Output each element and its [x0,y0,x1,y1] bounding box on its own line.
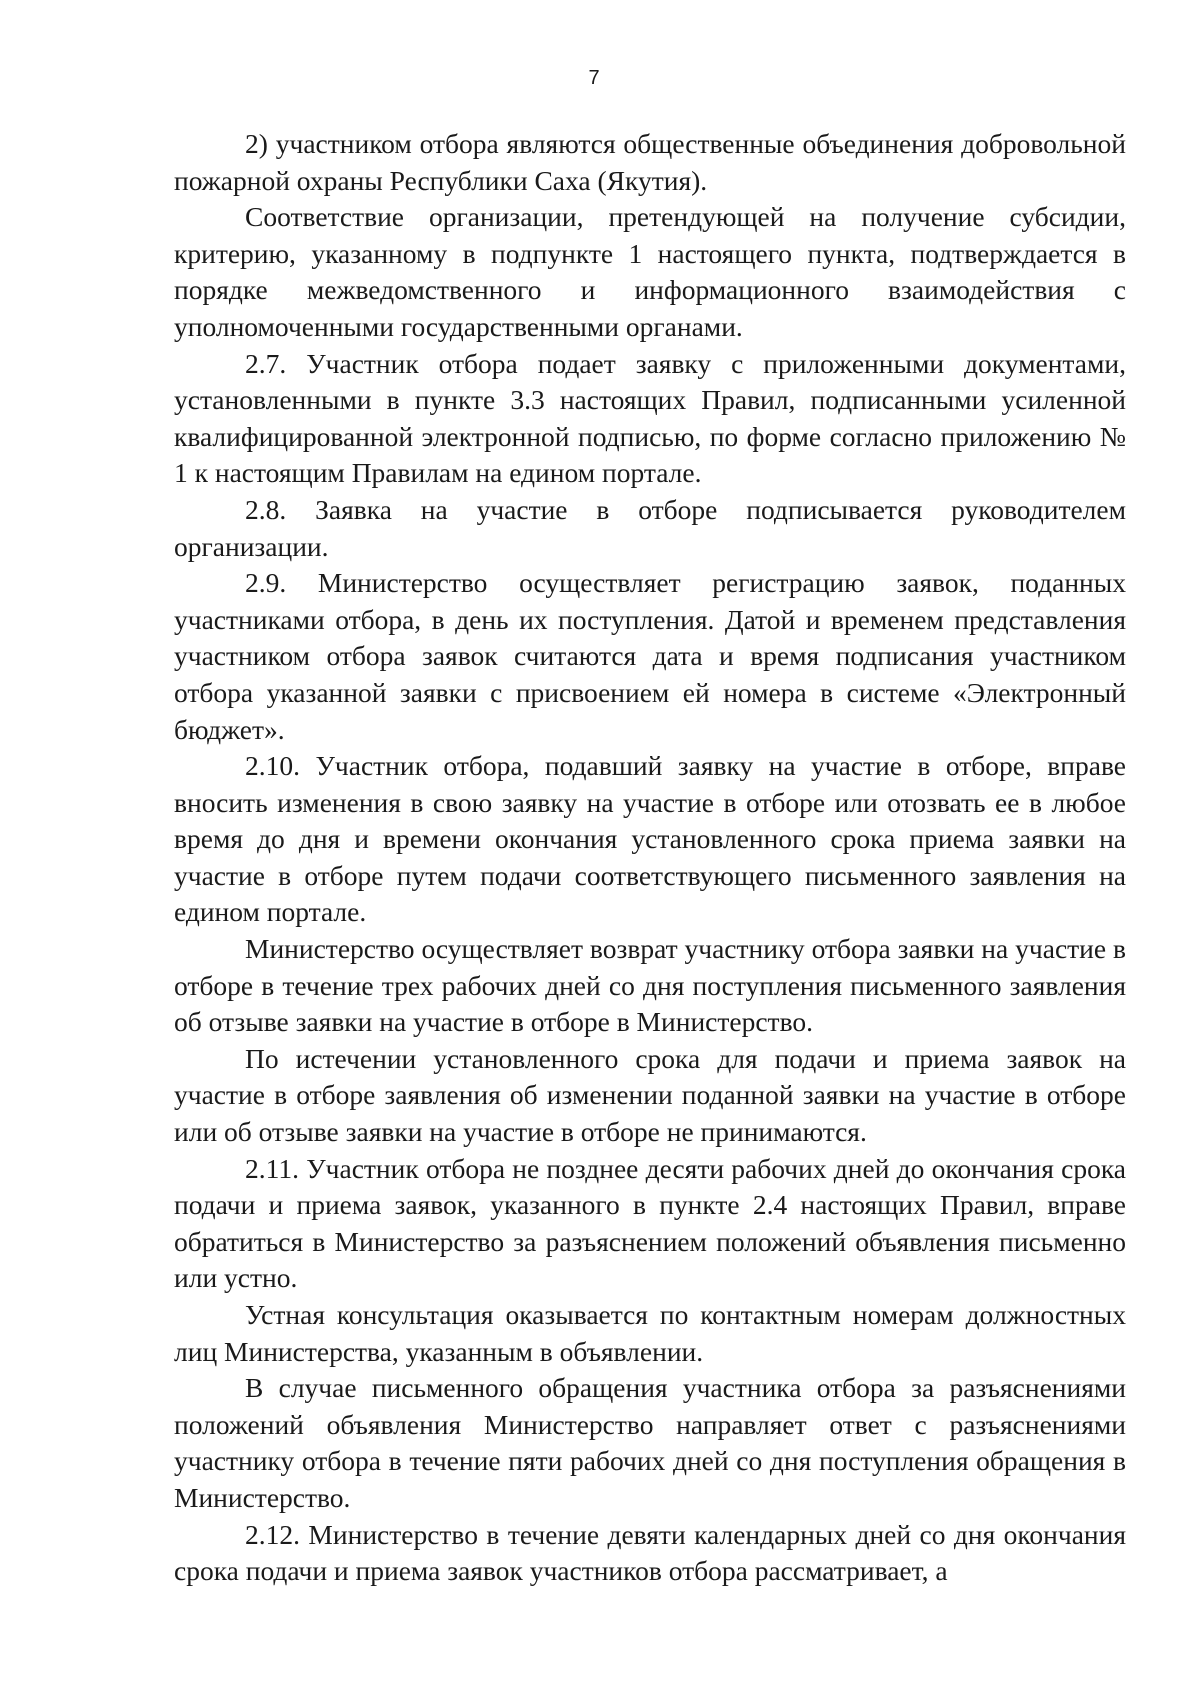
paragraph: 2.12. Министерство в течение девяти календарных дней со дня окончания срока подачи и приема заявок участников отбора рассматривает, а [174,1518,1126,1587]
paragraph: 2.9. Министерство осуществляет регистрацию заявок, поданных участниками отбора, в день их поступления. Датой и временем представления участником отбора заявок считаются дата и время подписания участником отбора указанной заявки с присвоением ей номера в системе «Электронный бюджет». [174,567,1126,745]
page-number: 7 [588,67,600,89]
paragraph: 2.7. Участник отбора подает заявку с приложенными документами, установленными в пункте 3.3 настоящих Правил, подписанными усиленной квалифицированной электронной подписью, по форме согласно приложению № 1 к настоящим Правилам на едином портале. [174,347,1126,489]
paragraph: По истечении установленного срока для подачи и приема заявок на участие в отборе заявления об изменении поданной заявки на участие в отборе или об отзыве заявки на участие в отборе не принимаются. [174,1042,1126,1148]
paragraph: 2.8. Заявка на участие в отборе подписывается руководителем организации. [174,493,1126,562]
paragraph: 2.10. Участник отбора, подавший заявку на участие в отборе, вправе вносить изменения в свою заявку на участие в отборе или отозвать ее в любое время до дня и времени окончания установленного срока приема заявки на участие в отборе путем подачи соответствующего письменного заявления на едином портале. [174,750,1126,928]
paragraph: В случае письменного обращения участника отбора за разъяснениями положений объявления Министерство направляет ответ с разъяснениями участнику отбора в течение пяти рабочих дней со дня поступления обращения в Министерство. [174,1372,1126,1513]
document-body [174,126,1126,1590]
paragraph: 2) участником отбора являются общественные объединения добровольной пожарной охраны Республики Саха (Якутия). [174,128,1126,196]
paragraph: Соответствие организации, претендующей на получение субсидии, критерию, указанному в подпункте 1 настоящего пункта, подтверждается в порядке межведомственного и информационного взаимодействия с уполномоченными государственными органами. [174,201,1126,342]
paragraph: 2.11. Участник отбора не позднее десяти рабочих дней до окончания срока подачи и приема заявок, указанного в пункте 2.4 настоящих Правил, вправе обратиться в Министерство за разъяснением положений объявления письменно или устно. [174,1152,1126,1294]
paragraph: Министерство осуществляет возврат участнику отбора заявки на участие в отборе в течение трех рабочих дней со дня поступления письменного заявления об отзыве заявки на участие в отборе в Министерство. [174,933,1126,1038]
paragraph: Устная консультация оказывается по контактным номерам должностных лиц Министерства, указанным в объявлении. [174,1299,1126,1367]
